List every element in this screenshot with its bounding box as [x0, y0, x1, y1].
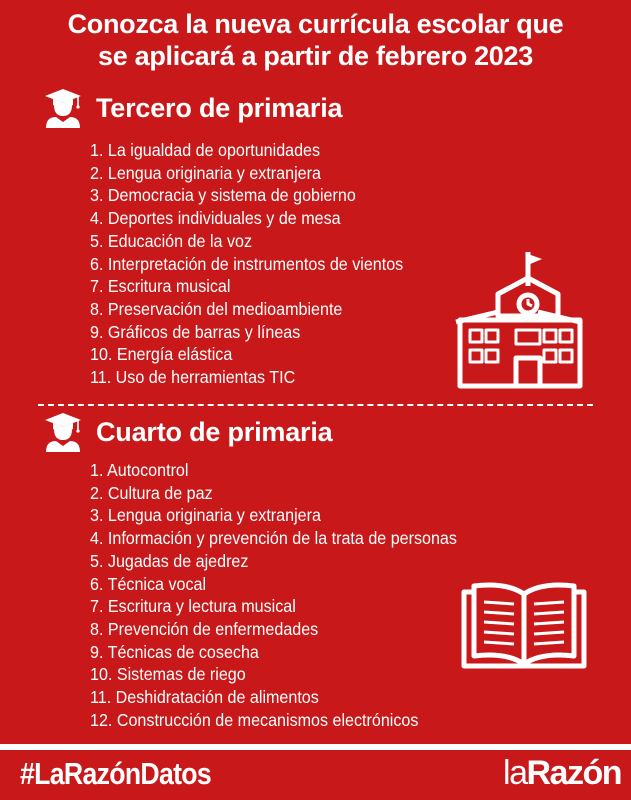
list-item: 11. Uso de herramientas TIC [90, 367, 296, 388]
list-item: 7. Escritura musical [90, 276, 231, 297]
section-title: Tercero de primaria [96, 92, 343, 123]
list-item: 3. Democracia y sistema de gobierno [90, 185, 356, 206]
section-divider [38, 404, 593, 406]
section-title: Cuarto de primaria [96, 416, 333, 447]
graduate-student-icon [44, 412, 82, 452]
list-item: 2. Cultura de paz [90, 482, 213, 503]
section-heading-cuarto [44, 412, 332, 452]
section-heading-tercero [44, 88, 342, 128]
list-item: 9. Técnicas de cosecha [90, 641, 259, 662]
list-item: 2. Lengua originaria y extranjera [90, 162, 321, 183]
list-item: 9. Gráficos de barras y líneas [90, 321, 301, 342]
list-item: 8. Preservación del medioambiente [90, 298, 343, 319]
list-item: 4. Deportes individuales y de mesa [90, 208, 341, 229]
list-item: 1. Autocontrol [90, 460, 189, 480]
open-book-icon [460, 578, 588, 670]
list-item: 8. Prevención de enfermedades [90, 618, 319, 639]
page-title [0, 8, 631, 72]
list-item: 10. Energía elástica [90, 344, 233, 365]
list-item: 5. Jugadas de ajedrez [90, 550, 249, 571]
list-item: 5. Educación de la voz [90, 230, 253, 251]
topic-list-tercero [90, 139, 403, 389]
title-line-2: se aplicará a partir de febrero 2023 [98, 41, 533, 71]
topic-list-cuarto [90, 459, 457, 731]
list-item: 6. Interpretación de instrumentos de vientos [90, 253, 404, 274]
list-item: 1. La igualdad de oportunidades [90, 140, 321, 160]
footer-hashtag: #LaRazónDatos [20, 756, 212, 791]
list-item: 3. Lengua originaria y extranjera [90, 505, 321, 526]
list-item: 6. Técnica vocal [90, 573, 207, 594]
school-building-icon [452, 250, 584, 390]
footer-divider [0, 744, 631, 750]
title-line-1: Conozca la nueva currícula escolar que [67, 9, 564, 39]
graduate-student-icon [44, 88, 82, 128]
list-item: 11. Deshidratación de alimentos [90, 687, 319, 708]
list-item: 10. Sistemas de riego [90, 664, 246, 685]
logo-name: Razón [526, 754, 621, 792]
list-item: 12. Construcción de mecanismos electrónicos [90, 709, 419, 730]
list-item: 4. Información y prevención de la trata de personas [90, 528, 457, 549]
list-item: 7. Escritura y lectura musical [90, 596, 296, 617]
logo-prefix: la [503, 754, 527, 792]
brand-logo [503, 754, 621, 793]
